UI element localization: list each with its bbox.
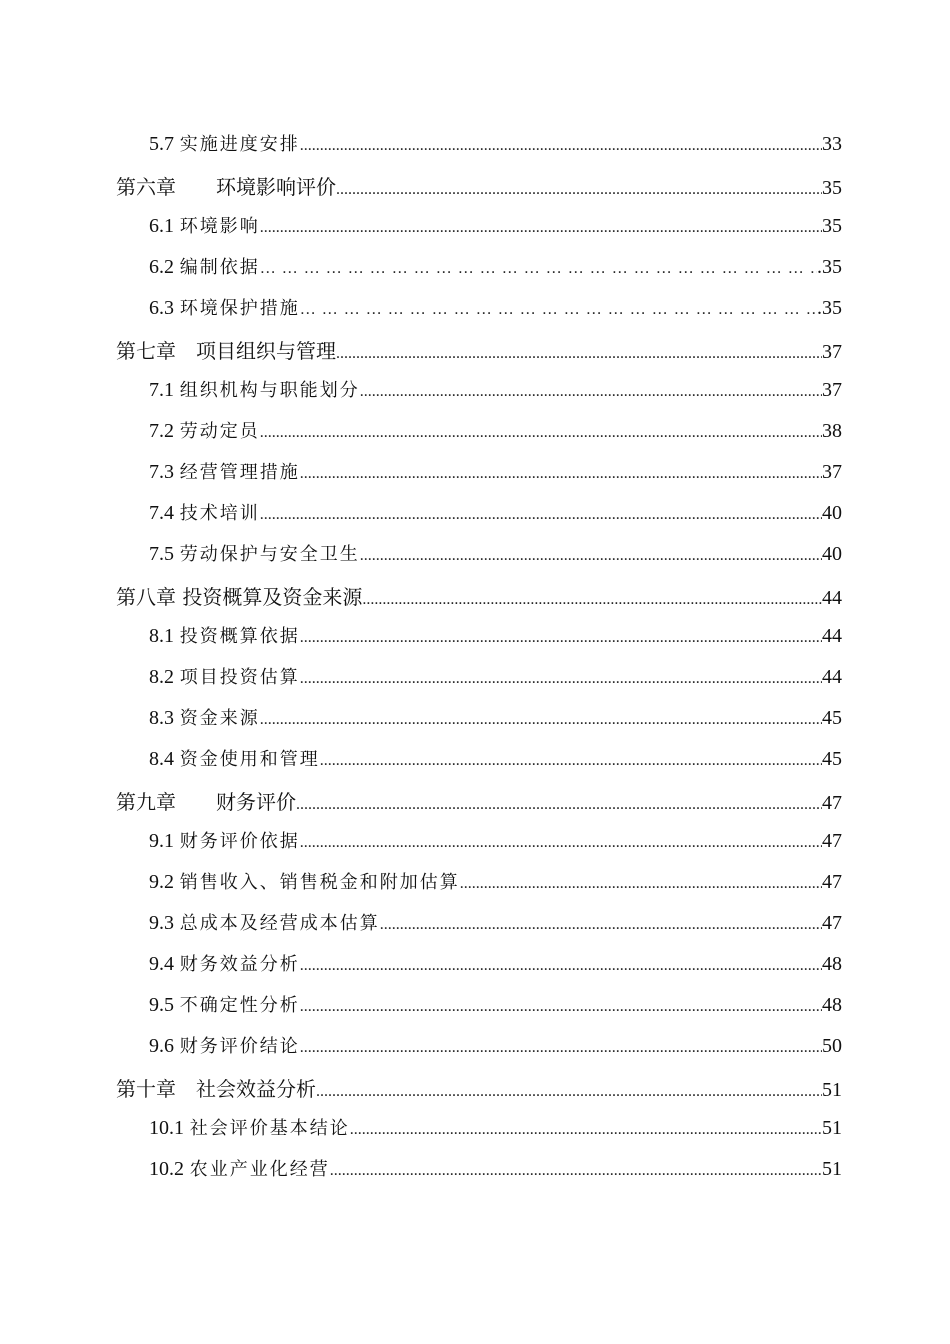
chapter-gap <box>176 339 196 363</box>
section-number: 7.4 <box>149 502 174 524</box>
toc-chapter-entry[interactable] <box>0 786 950 827</box>
toc-section-entry[interactable] <box>0 1114 950 1155</box>
section-number: 7.5 <box>149 543 174 565</box>
section-title: 销售收入、销售税金和附加估算 <box>179 872 460 893</box>
toc-section-entry[interactable] <box>0 499 950 540</box>
section-title: 总成本及经营成本估算 <box>179 913 380 934</box>
page-number: 47 <box>822 871 842 893</box>
toc-section-entry[interactable] <box>0 622 950 663</box>
dot-leader <box>300 629 822 647</box>
page-number: 40 <box>822 502 842 524</box>
section-title: 农业产业化经营 <box>189 1159 330 1180</box>
section-title: 经营管理措施 <box>179 462 300 483</box>
toc-section-entry[interactable] <box>0 991 950 1032</box>
toc-section-entry[interactable] <box>0 458 950 499</box>
section-number: 5.7 <box>149 133 174 155</box>
toc-chapter-entry[interactable] <box>0 1073 950 1114</box>
section-title: 资金使用和管理 <box>179 749 320 770</box>
page-number: 37 <box>822 461 842 483</box>
section-number: 10.2 <box>149 1158 184 1180</box>
page-number: 51 <box>822 1079 842 1101</box>
section-title: 社会评价基本结论 <box>189 1118 350 1139</box>
section-title: 财务效益分析 <box>179 954 300 975</box>
section-title: 环境影响 <box>179 216 260 237</box>
page-number: 45 <box>822 707 842 729</box>
chapter-title: 项目组织与管理 <box>196 339 336 363</box>
page-number: 47 <box>822 912 842 934</box>
section-number: 10.1 <box>149 1117 184 1139</box>
dot-leader <box>260 506 822 524</box>
page-number: 47 <box>822 830 842 852</box>
toc-section-entry[interactable] <box>0 745 950 786</box>
section-title: 劳动定员 <box>179 421 260 442</box>
toc-section-entry[interactable] <box>0 1032 950 1073</box>
section-title: 技术培训 <box>179 503 260 524</box>
dot-leader <box>296 796 822 814</box>
chapter-label: 第八章 <box>116 585 176 609</box>
chapter-gap <box>176 1077 196 1101</box>
chapter-gap <box>176 790 216 814</box>
section-number: 8.1 <box>149 625 174 647</box>
section-title: 不确定性分析 <box>179 995 300 1016</box>
dot-leader <box>300 957 822 975</box>
section-number: 8.3 <box>149 707 174 729</box>
chapter-title: 环境影响评价 <box>216 175 336 199</box>
toc-chapter-entry[interactable] <box>0 581 950 622</box>
section-title: 实施进度安排 <box>179 134 300 155</box>
page-number: 45 <box>822 748 842 770</box>
toc-section-entry[interactable] <box>0 704 950 745</box>
toc-section-entry[interactable] <box>0 663 950 704</box>
toc-section-entry[interactable] <box>0 253 950 294</box>
section-number: 7.2 <box>149 420 174 442</box>
chapter-label: 第七章 <box>116 339 176 363</box>
section-title: 组织机构与职能划分 <box>179 380 360 401</box>
dot-leader <box>260 424 822 442</box>
toc-section-entry[interactable] <box>0 868 950 909</box>
dot-leader <box>300 465 822 483</box>
page-number: 33 <box>822 133 842 155</box>
section-number: 7.1 <box>149 379 174 401</box>
dot-leader <box>336 345 822 363</box>
section-title: 编制依据 <box>179 257 260 278</box>
section-number: 9.3 <box>149 912 174 934</box>
dot-leader <box>316 1083 822 1101</box>
toc-section-entry[interactable] <box>0 827 950 868</box>
chapter-label: 第六章 <box>116 175 176 199</box>
table-of-contents <box>0 130 950 1196</box>
dot-leader <box>300 137 822 155</box>
section-title: 资金来源 <box>179 708 260 729</box>
dot-leader <box>320 752 822 770</box>
toc-section-entry[interactable] <box>0 909 950 950</box>
dot-leader <box>360 383 822 401</box>
toc-section-entry[interactable] <box>0 1155 950 1196</box>
toc-section-entry[interactable] <box>0 294 950 335</box>
section-title: 项目投资估算 <box>179 667 300 688</box>
page-number: 38 <box>822 420 842 442</box>
section-number: 7.3 <box>149 461 174 483</box>
dot-leader <box>260 260 817 278</box>
page-number: 51 <box>822 1158 842 1180</box>
toc-section-entry[interactable] <box>0 417 950 458</box>
section-title: 财务评价依据 <box>179 831 300 852</box>
section-title: 劳动保护与安全卫生 <box>179 544 360 565</box>
page-number: 48 <box>822 994 842 1016</box>
toc-section-entry[interactable] <box>0 540 950 581</box>
page-number: 44 <box>822 625 842 647</box>
toc-section-entry[interactable] <box>0 130 950 171</box>
section-title: 投资概算依据 <box>179 626 300 647</box>
section-number: 9.1 <box>149 830 174 852</box>
chapter-label: 第十章 <box>116 1077 176 1101</box>
dot-leader <box>350 1121 822 1139</box>
section-number: 8.4 <box>149 748 174 770</box>
dot-leader <box>300 1039 822 1057</box>
page-number: 35 <box>822 215 842 237</box>
toc-section-entry[interactable] <box>0 376 950 417</box>
section-number: 9.4 <box>149 953 174 975</box>
dot-leader <box>330 1162 822 1180</box>
chapter-title: 财务评价 <box>216 790 296 814</box>
section-number: 9.2 <box>149 871 174 893</box>
dot-leader <box>260 711 822 729</box>
page-number: 50 <box>822 1035 842 1057</box>
page-number: 44 <box>822 666 842 688</box>
chapter-title: 投资概算及资金来源 <box>182 585 363 609</box>
dot-leader <box>336 181 822 199</box>
toc-chapter-entry[interactable] <box>0 335 950 376</box>
page-number: 48 <box>822 953 842 975</box>
section-title: 环境保护措施 <box>179 298 300 319</box>
chapter-title: 社会效益分析 <box>196 1077 316 1101</box>
page-number: .35 <box>817 297 842 319</box>
section-number: 8.2 <box>149 666 174 688</box>
dot-leader <box>380 916 822 934</box>
section-number: 6.3 <box>149 297 174 319</box>
page-number: 51 <box>822 1117 842 1139</box>
page-number: 37 <box>822 379 842 401</box>
dot-leader <box>300 301 817 319</box>
dot-leader <box>460 875 822 893</box>
section-number: 9.5 <box>149 994 174 1016</box>
page-number: 40 <box>822 543 842 565</box>
chapter-label: 第九章 <box>116 790 176 814</box>
dot-leader <box>362 591 822 609</box>
dot-leader <box>300 998 822 1016</box>
section-number: 6.1 <box>149 215 174 237</box>
toc-section-entry[interactable] <box>0 212 950 253</box>
dot-leader <box>300 834 822 852</box>
page-number: 44 <box>822 587 842 609</box>
page-number: 37 <box>822 341 842 363</box>
chapter-gap <box>176 175 216 199</box>
dot-leader <box>300 670 822 688</box>
toc-chapter-entry[interactable] <box>0 171 950 212</box>
dot-leader <box>260 219 822 237</box>
section-number: 6.2 <box>149 256 174 278</box>
page-number: 35 <box>822 177 842 199</box>
toc-section-entry[interactable] <box>0 950 950 991</box>
section-number: 9.6 <box>149 1035 174 1057</box>
section-title: 财务评价结论 <box>179 1036 300 1057</box>
page-number: 47 <box>822 792 842 814</box>
dot-leader <box>360 547 822 565</box>
page-number: .35 <box>817 256 842 278</box>
